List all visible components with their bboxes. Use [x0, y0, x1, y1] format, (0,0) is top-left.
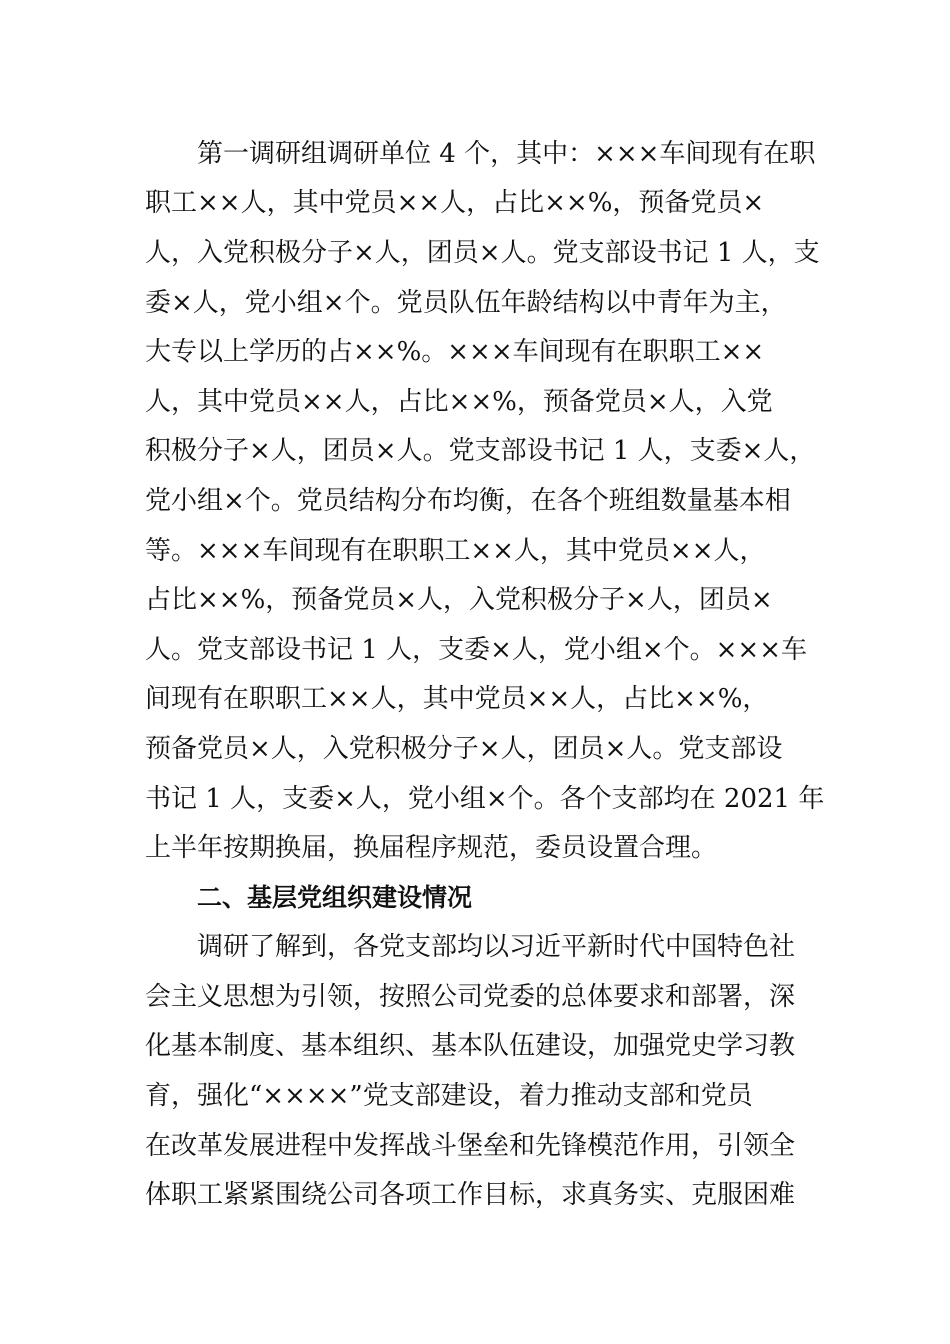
paragraph2-line-6: 体职工紧紧围绕公司各项工作目标，求真务实、克服困难 [145, 1180, 796, 1210]
paragraph1-line-8: 党小组×个。党员结构分布均衡，在各个班组数量基本相 [145, 486, 791, 516]
paragraph1-line-7: 积极分子×人，团员×人。党支部设书记 1 人，支委×人， [145, 436, 816, 466]
paragraph1-line-1: 第一调研组调研单位 4 个，其中：×××车间现有在职 [197, 139, 816, 169]
paragraph1-line-3: 人，入党积极分子×人，团员×人。党支部设书记 1 人，支 [145, 238, 820, 268]
paragraph1-line-9: 等。×××车间现有在职职工××人，其中党员××人， [145, 536, 766, 566]
paragraph2-line-2: 会主义思想为引领，按照公司党委的总体要求和部署，深 [145, 982, 796, 1012]
paragraph1-line-2: 职工××人，其中党员××人，占比××%，预备党员× [145, 188, 765, 218]
paragraph1-line-15: 上半年按期换届，换届程序规范，委员设置合理。 [145, 833, 718, 863]
paragraph1-line-13: 预备党员×人，入党积极分子×人，团员×人。党支部设 [145, 734, 783, 764]
section-heading: 二、基层党组织建设情况 [197, 883, 473, 912]
paragraph1-line-5: 大专以上学历的占××%。×××车间现有在职职工×× [145, 337, 765, 367]
paragraph2-line-1: 调研了解到，各党支部均以习近平新时代中国特色社 [197, 932, 796, 962]
paragraph2-line-3: 化基本制度、基本组织、基本队伍建设，加强党史学习教 [145, 1031, 796, 1061]
paragraph1-line-14: 书记 1 人，支委×人，党小组×个。各个支部均在 2021 年 [145, 784, 825, 814]
paragraph2-line-5: 在改革发展进程中发挥战斗堡垒和先锋模范作用，引领全 [145, 1131, 796, 1161]
paragraph1-line-12: 间现有在职职工××人，其中党员××人，占比××%， [145, 684, 769, 714]
paragraph1-line-4: 委×人，党小组×个。党员队伍年龄结构以中青年为主， [145, 288, 787, 318]
paragraph1-line-11: 人。党支部设书记 1 人，支委×人，党小组×个。×××车 [145, 635, 807, 665]
paragraph1-line-10: 占比××%，预备党员×人，入党积极分子×人，团员× [145, 585, 773, 615]
paragraph1-line-6: 人，其中党员××人，占比××%，预备党员×人，入党 [145, 387, 773, 417]
paragraph2-line-4: 育，强化“××××”党支部建设，着力推动支部和党员 [145, 1081, 753, 1111]
